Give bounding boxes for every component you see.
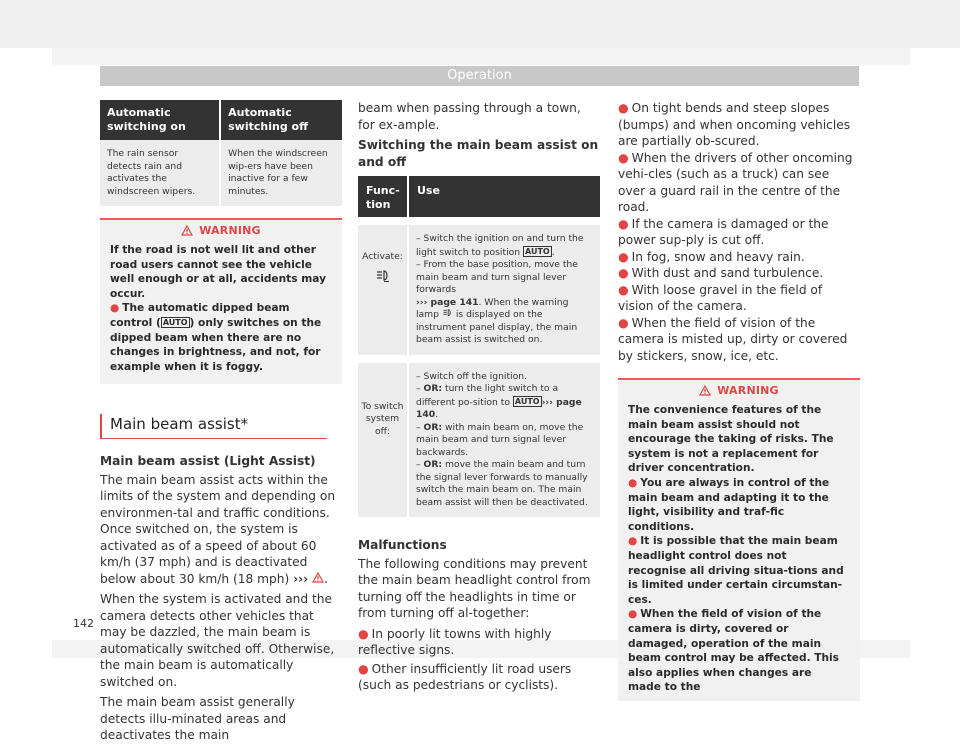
bullet-icon: ●: [618, 315, 629, 330]
warning-bullet: [110, 301, 330, 374]
warning-bullet-text: You are always in control of the main beam and adapting it to the light, visibility and traf-fic conditions.: [628, 476, 830, 533]
auto-light-icon: AUTO: [514, 396, 540, 406]
warning-bullet-text: ) only switches on the dipped beam when there are no changes in brightness, and not, for example when it is foggy.: [110, 316, 322, 373]
table-header: Use: [408, 176, 600, 221]
or-label: OR:: [423, 459, 443, 470]
bullet-icon: ●: [110, 302, 120, 315]
warning-text: If the road is not well lit and other road users cannot see the vehicle well enough or at all, accidents may occur.: [110, 244, 326, 300]
section-heading: Main beam assist*: [100, 414, 342, 438]
list-item-text: When the drivers of other oncoming vehi-cles (such as a truck) can see over a guard rail in the centre of the road.: [618, 150, 853, 214]
heading-rule: [100, 438, 327, 439]
bullet-icon: ●: [358, 626, 369, 641]
function-use: – Switch off the ignition. – OR: turn the light switch to a different po-sition to AUTO ››› page 140. – OR: with main beam on, move the main beam and turn signal lever backwards. – OR: move the main beam and turn the signal lever forwards to manually switch the main beam on. The main beam assist will then be deactivated.: [408, 359, 600, 518]
table-row: [358, 221, 600, 359]
table-header: Automatic switching on: [100, 100, 220, 140]
warning-title-row: [100, 220, 342, 239]
bullet-icon: ●: [618, 282, 629, 297]
bullet-icon: ●: [628, 476, 638, 489]
list-item-text: With loose gravel in the field of vision of the camera.: [618, 282, 823, 313]
or-label: OR:: [423, 421, 443, 433]
paragraph: The main beam assist acts within the limits of the system and depending on environmen-tal and traffic conditions. Once switched on, the system is activated as of a speed of about 60 km/h (37 mph) and is deactivated below about 30 km/h (18 mph) ››› .: [100, 472, 336, 586]
table-cell: The rain sensor detects rain and activates the windscreen wipers.: [100, 140, 220, 206]
page-link[interactable]: ››› page 140: [416, 396, 582, 420]
use-text: – Switch the ignition on and turn the light switch to position: [416, 233, 584, 258]
use-text: with main beam on, move the main beam and turn signal lever backwards.: [416, 421, 584, 458]
function-label-text: Activate:: [362, 251, 403, 262]
list-item: [618, 282, 860, 315]
list-item-text: In fog, snow and heavy rain.: [631, 249, 805, 264]
warning-title: WARNING: [199, 224, 261, 237]
use-text: is displayed on the instrument panel display, the main beam assist is switched on.: [416, 309, 578, 345]
warning-bullet-text: It is possible that the main beam headlight control does not recognise all driving situa-tions and is limited under certain circumstan-ces.: [628, 535, 844, 606]
function-table: [358, 176, 600, 517]
warning-bullet: [628, 534, 848, 607]
bullet-icon: ●: [618, 266, 629, 280]
warning-bullet-text: The automatic dipped beam control (: [110, 302, 290, 329]
warning-bullet: [628, 476, 848, 534]
column-3: [618, 100, 860, 701]
page-link[interactable]: ››› page 141: [416, 296, 479, 308]
list-item: [618, 150, 860, 216]
paragraph: The following conditions may prevent the main beam headlight control from turning off the headlights in time or from turning off al-together:: [358, 556, 591, 620]
warning-triangle-icon: [181, 225, 193, 239]
list-item-text: When the field of vision of the camera is misted up, dirty or covered by stickers, snow, ice, etc.: [618, 315, 848, 363]
function-use: – Switch the ignition on and turn the light switch to position AUTO . – From the base position, move the main beam and turn signal lever forwards ››› page 141. When the warning lamp is displayed on the instrument panel display, the main beam assist is switched on.: [408, 221, 600, 359]
warning-title-row: [618, 380, 860, 399]
list-item: [618, 100, 860, 150]
bullet-icon: ●: [358, 661, 369, 676]
bullet-icon: ●: [628, 608, 638, 621]
bullet-icon: ●: [618, 216, 629, 231]
list-item-text: With dust and sand turbulence.: [631, 266, 824, 280]
table-row: [358, 359, 600, 518]
function-label: [358, 221, 408, 359]
list-item-text: On tight bends and steep slopes (bumps) and when oncoming vehicles are partially ob-scured.: [618, 101, 851, 148]
column-1: [100, 100, 342, 744]
bullet-icon: ●: [618, 101, 629, 115]
wiper-table: [100, 100, 342, 206]
subheading: Malfunctions: [358, 538, 447, 552]
or-label: OR:: [423, 383, 443, 394]
bullet-icon: ●: [628, 535, 638, 548]
warning-triangle-icon: [699, 385, 711, 399]
use-text: – Switch off the ignition.: [416, 370, 527, 382]
function-label: To switch system off:: [358, 359, 408, 518]
table-cell: When the windscreen wip-ers have been inactive for a few minutes.: [220, 140, 342, 206]
list-item: [618, 315, 860, 365]
auto-light-icon: AUTO: [525, 246, 550, 256]
paragraph: The main beam assist generally detects illu-minated areas and deactivates the main: [100, 695, 295, 743]
list-item: [358, 626, 600, 659]
warning-box: [618, 378, 860, 701]
paragraph: beam when passing through a town, for ex-ample.: [358, 101, 581, 132]
warning-box: [100, 218, 342, 384]
warning-ref-icon: [312, 572, 324, 586]
use-text: turn the light switch to a different po-sition to: [416, 383, 559, 408]
table-row: [100, 140, 342, 206]
warning-title: WARNING: [717, 384, 779, 397]
use-text: – From the base position, move the main beam and turn signal lever forwards: [416, 259, 578, 295]
page-header: Operation: [100, 66, 859, 86]
main-beam-assist-icon: [360, 270, 405, 287]
use-text: move the main beam and turn the signal lever forwards to manually switch the main beam on. The main beam assist will then be deactivated.: [416, 459, 588, 508]
list-item: [618, 216, 860, 249]
page-background-top: [0, 0, 960, 48]
bullet-icon: ●: [618, 150, 629, 165]
use-text: . When the warning lamp: [416, 296, 569, 320]
list-item: [358, 661, 600, 694]
main-beam-assist-icon: [442, 309, 453, 320]
paragraph: When the system is activated and the camera detects other vehicles that may be dazzled, the main beam is automatically switched off. Otherwise, the main beam is automatically switched on.: [100, 592, 335, 689]
list-item-text: If the camera is damaged or the power sup-ply is cut off.: [618, 216, 829, 247]
subheading: Main beam assist (Light Assist): [100, 454, 316, 469]
list-item: [618, 249, 860, 266]
auto-light-icon: AUTO: [162, 317, 188, 327]
warning-bullet: [628, 607, 848, 695]
page-number: 142: [73, 617, 94, 630]
table-header: Automatic switching off: [220, 100, 342, 140]
cross-ref-arrows: ›››: [293, 571, 309, 586]
list-item: [618, 265, 860, 282]
warning-bullet-text: When the field of vision of the camera is dirty, covered or damaged, operation of the main beam control may be affected. This also applies when changes are made to the: [628, 608, 839, 694]
table-header: Func-tion: [358, 176, 408, 221]
list-item-text: Other insufficiently lit road users (such as pedestrians or cyclists).: [358, 661, 572, 692]
warning-text: The convenience features of the main beam assist should not encourage the taking of risks. The system is not a replacement for driver concentration.: [628, 404, 834, 475]
list-item-text: In poorly lit towns with highly reflective signs.: [358, 626, 552, 657]
bullet-icon: ●: [618, 249, 629, 264]
paragraph-text: The main beam assist acts within the limits of the system and depending on environmen-tal and traffic conditions. Once switched on, the system is activated as of a speed of about 60 km/h (37 mph) and is deactivated below about 30 km/h (18 mph): [100, 472, 336, 586]
subheading: Switching the main beam assist on and off: [358, 138, 599, 169]
section-heading-wrap: [100, 414, 342, 439]
column-2: [358, 100, 600, 694]
